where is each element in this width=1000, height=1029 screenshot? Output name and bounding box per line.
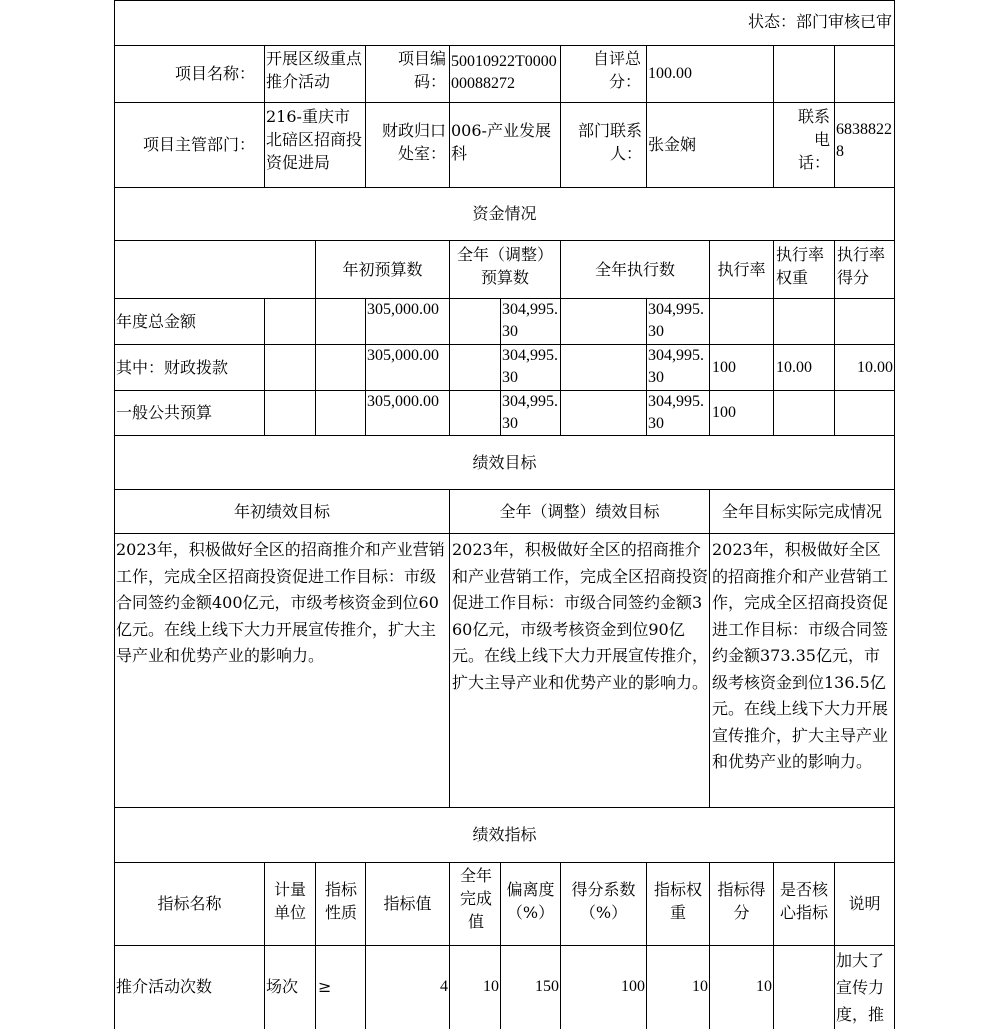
ind-row-unit: 场次 <box>266 977 299 996</box>
rule <box>449 240 450 298</box>
indicators-section-title: 绩效指标 <box>472 825 537 844</box>
ind-row-name: 推介活动次数 <box>116 977 213 996</box>
ind-header-completed: 全年完成值 <box>459 866 492 931</box>
contact-label: 部门联系人： <box>577 121 642 163</box>
funds-header-score: 执行率得分 <box>837 245 886 287</box>
project-code-value: 50010922T000000088272 <box>451 53 557 92</box>
funds-row-initial: 305,000.00 <box>367 393 439 410</box>
project-name-label: 项目名称： <box>174 64 255 83</box>
ind-header-weight: 指标权重 <box>653 880 702 922</box>
funds-row-label: 一般公共预算 <box>116 403 213 422</box>
self-score-label: 自评总分： <box>592 49 641 91</box>
rule <box>114 945 895 946</box>
rule <box>834 45 835 187</box>
ind-row-score: 10 <box>756 978 772 995</box>
ind-row-nature: ≥ <box>318 977 332 996</box>
ind-header-deviation: 偏离度（%） <box>506 880 555 922</box>
rule <box>114 489 895 490</box>
rule <box>114 533 895 534</box>
rule <box>709 489 710 807</box>
project-name-value: 开展区级重点推介活动 <box>266 49 363 91</box>
funds-row-rate: 100 <box>712 359 736 376</box>
funds-row-executed: 304,995.30 <box>648 393 704 432</box>
rule <box>315 862 316 1029</box>
finance-value: 006-产业发展科 <box>451 121 551 163</box>
goals-section-title: 绩效目标 <box>472 453 537 472</box>
ind-row-coef: 100 <box>621 978 645 995</box>
funds-row-initial: 305,000.00 <box>367 347 439 364</box>
ind-header-note: 说明 <box>848 894 881 913</box>
rule <box>709 298 710 435</box>
rule <box>834 298 835 435</box>
rule <box>114 102 895 103</box>
ind-row-weight: 10 <box>692 978 708 995</box>
funds-row-rate: 100 <box>712 404 736 421</box>
phone-label: 联系电话： <box>797 107 830 172</box>
ind-header-unit: 计量单位 <box>273 880 306 922</box>
rule <box>365 45 366 187</box>
funds-header-rate: 执行率 <box>717 260 766 279</box>
rule <box>449 862 450 1029</box>
rule <box>114 0 895 1</box>
goals-header-actual: 全年目标实际完成情况 <box>721 502 882 521</box>
project-code-label: 项目编码： <box>397 49 446 91</box>
ind-header-nature: 指标性质 <box>324 880 357 922</box>
rule <box>114 240 895 241</box>
rule <box>365 298 366 435</box>
dept-label: 项目主管部门： <box>142 135 255 154</box>
rule <box>646 298 647 435</box>
funds-row-adjusted: 304,995.30 <box>502 347 558 386</box>
goals-header-initial: 年初绩效目标 <box>233 502 330 521</box>
rule <box>449 45 450 187</box>
dept-value: 216-重庆市北碚区招商投资促进局 <box>266 107 363 172</box>
goals-initial-text: 2023年，积极做好全区的招商推介和产业营销工作，完成全区招商投资促进工作目标：市级合同签约金额400亿元，市级考核资金到位60亿元。在线上线下大力开展宣传推介，扩大主导产业和优势产业的影响力。 <box>116 540 445 665</box>
funds-header-executed: 全年执行数 <box>594 260 675 279</box>
funds-header-adjusted: 全年（调整）预算数 <box>456 245 553 287</box>
rule <box>114 435 895 436</box>
goals-header-adjusted: 全年（调整）绩效目标 <box>499 502 660 521</box>
rule <box>449 298 450 435</box>
ind-row-completed: 10 <box>483 978 499 995</box>
funds-row-adjusted: 304,995.30 <box>502 301 558 340</box>
funds-row-adjusted: 304,995.30 <box>502 393 558 432</box>
rule <box>773 45 774 187</box>
rule <box>264 298 265 435</box>
ind-row-deviation: 150 <box>535 978 559 995</box>
rule <box>114 807 895 808</box>
rule <box>449 489 450 807</box>
rule <box>500 298 501 435</box>
rule <box>773 298 774 435</box>
status-text: 状态：部门审核已审 <box>747 12 892 31</box>
rule <box>365 862 366 1029</box>
funds-row-label: 其中：财政拨款 <box>116 358 229 377</box>
self-score-value: 100.00 <box>648 65 692 82</box>
ind-row-value: 4 <box>440 978 448 995</box>
rule <box>834 240 835 298</box>
funds-row-executed: 304,995.30 <box>648 347 704 386</box>
rule <box>773 240 774 298</box>
goals-adjusted-text: 2023年，积极做好全区的招商推介和产业营销工作，完成全区招商投资促进工作目标：市级合同签约金额360亿元，市级考核资金到位90亿元。在线上线下大力开展宣传推介，扩大主导产业和优势产业的影响力。 <box>452 540 709 692</box>
contact-value: 张金娴 <box>648 135 697 154</box>
rule <box>894 0 895 1029</box>
funds-row-weight: 10.00 <box>776 359 812 376</box>
ind-row-note: 加大了宣传力度，推 <box>836 951 885 1024</box>
ind-header-value: 指标值 <box>383 894 432 913</box>
rule <box>264 862 265 1029</box>
ind-header-name: 指标名称 <box>157 894 222 913</box>
rule <box>264 45 265 187</box>
funds-row-executed: 304,995.30 <box>648 301 704 340</box>
goals-actual-text: 2023年，积极做好全区的招商推介和产业营销工作，完成全区招商投资促进工作目标：市级合同签约金额373.35亿元，市级考核资金到位136.5亿元。在线上线下大力开展宣传推介，扩大主导产业和优势产业的影响力。 <box>712 540 889 771</box>
funds-row-score: 10.00 <box>857 359 893 376</box>
funds-row-label: 年度总金额 <box>116 312 197 331</box>
ind-header-core: 是否核心指标 <box>779 880 828 922</box>
funds-section-title: 资金情况 <box>472 204 537 223</box>
rule <box>315 298 316 435</box>
funds-row-initial: 305,000.00 <box>367 301 439 318</box>
rule <box>646 45 647 187</box>
rule <box>560 298 561 435</box>
ind-header-score: 指标得分 <box>717 880 766 922</box>
rule <box>834 862 835 1029</box>
rule <box>560 45 561 187</box>
finance-label: 财政归口处室： <box>381 121 446 163</box>
rule <box>114 187 895 188</box>
rule <box>114 45 895 46</box>
funds-header-initial: 年初预算数 <box>342 260 423 279</box>
ind-header-coef: 得分系数（%） <box>571 880 636 922</box>
phone-value: 68388228 <box>836 121 892 160</box>
rule <box>114 862 895 863</box>
funds-header-weight: 执行率权重 <box>776 245 825 287</box>
